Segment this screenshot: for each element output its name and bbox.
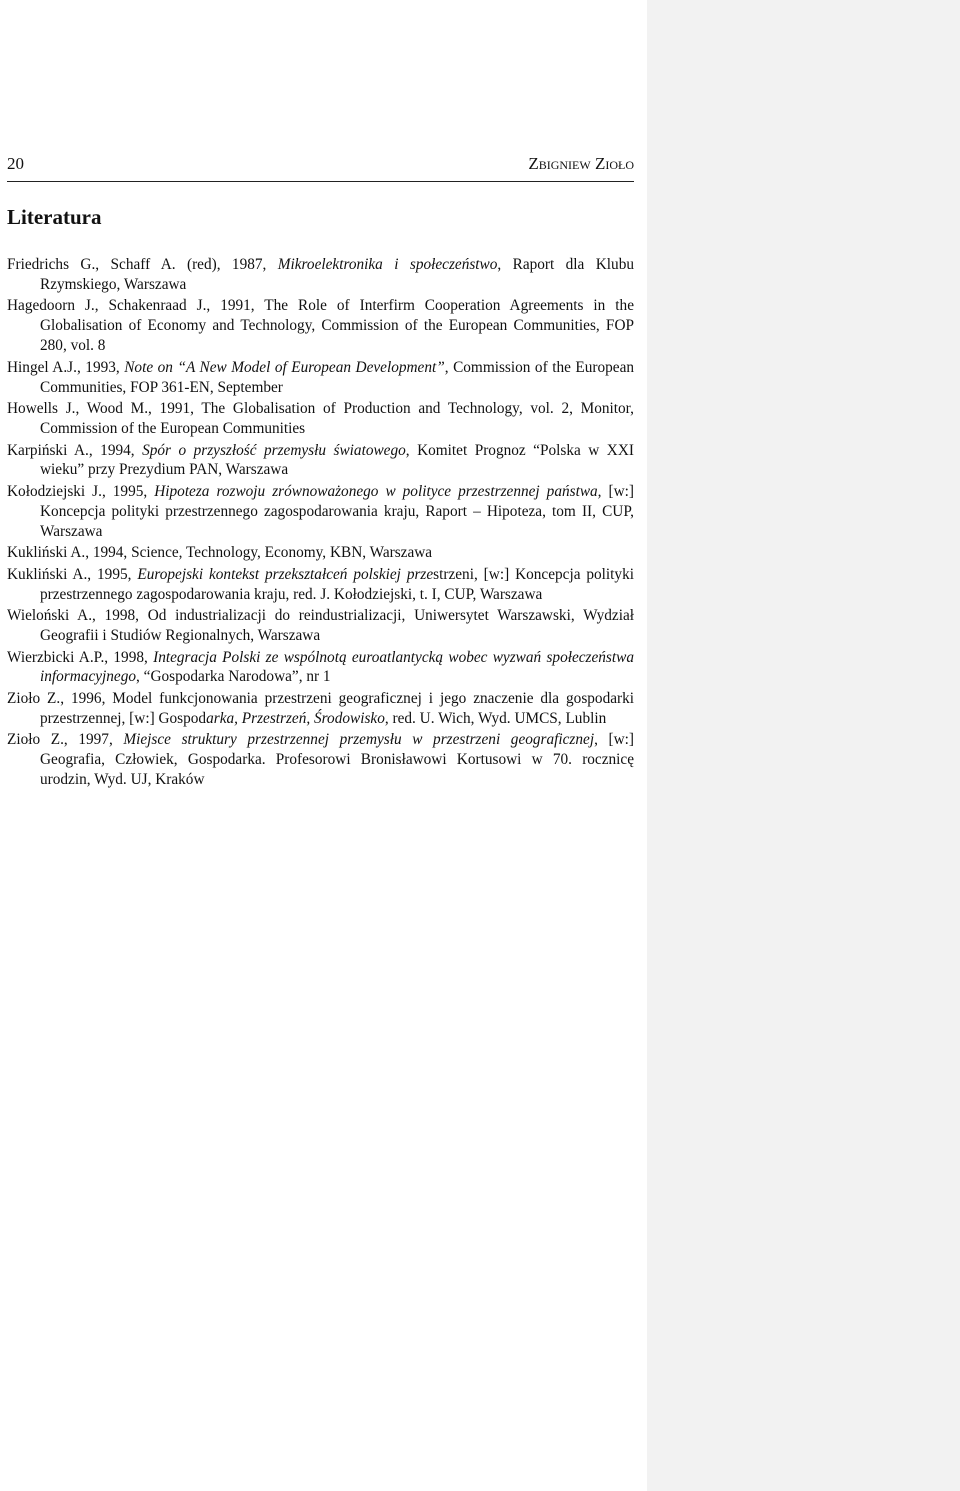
reference-text: , Commission of the European Communities, FOP 361-EN, September (40, 358, 635, 396)
reference-title: Integracja Polski ze wspólnotą euroatlantycką wobec wyzwań społeczeństwa informacyjnego (40, 648, 634, 686)
reference-item (7, 255, 634, 295)
reference-title: Europejski kontekst przekształceń polskiej prze (137, 565, 434, 583)
reference-text: , “Gospodarka Narodowa”, nr 1 (136, 668, 331, 686)
reference-item (7, 482, 634, 542)
reference-item (7, 689, 634, 729)
reference-text: , red. U. Wich, Wyd. UMCS, Lublin (384, 709, 607, 727)
reference-text: Friedrichs G., Schaff A. (red), 1987, (7, 256, 278, 273)
reference-title: Mikroelektronika i społeczeństwo (277, 256, 498, 273)
section-title: Literatura (7, 205, 102, 229)
reference-item (7, 606, 634, 646)
reference-text: Wieloński A., 1998, Od industrializacji do reindustrializacji, Uniwersytet Warszawski, Wydział Geografii i Studiów Regionalnych, Warszawa (7, 607, 634, 645)
reference-item (7, 441, 634, 481)
reference-text: Zioło Z., 1997, (7, 731, 124, 749)
reference-text: Wierzbicki A.P., 1998, (7, 648, 154, 666)
reference-item (7, 543, 634, 563)
reference-list (7, 255, 634, 792)
reference-text: Howells J., Wood M., 1991, The Globalisation of Production and Technology, vol. 2, Monitor, Commission of the European Communities (7, 400, 634, 438)
running-head (7, 154, 634, 180)
reference-title: Note on “A New Model of European Development” (124, 358, 445, 376)
page-number: 20 (7, 154, 24, 173)
side-panel (647, 0, 960, 1491)
reference-text: , Komitet Prognoz “Polska w XXI wieku” przy Prezydium PAN, Warszawa (40, 441, 634, 479)
running-head-author: Zbigniew Zioło (528, 154, 634, 173)
reference-title: Miejsce struktury przestrzennej przemysłu w przestrzeni geograficznej (123, 731, 595, 749)
reference-text: strzeni, [w:] Koncepcja polityki przestrzennego zagospodarowania kraju, red. J. Kołodziejski, t. I, CUP, Warszawa (40, 565, 634, 603)
reference-text: , Raport dla Klubu Rzymskiego, Warszawa (40, 256, 634, 293)
reference-item (7, 358, 634, 398)
reference-item (7, 399, 634, 439)
reference-item (7, 648, 634, 688)
reference-text: Hagedoorn J., Schakenraad J., 1991, The Role of Interfirm Cooperation Agreements in the Globalisation of Economy and Technology, Commission of the European Communities, FOP 280, vol. 8 (7, 297, 634, 355)
reference-text: Kukliński A., 1994, Science, Technology, Economy, KBN, Warszawa (7, 544, 433, 562)
reference-text: Hingel A.J., 1993, (7, 358, 125, 376)
reference-item (7, 296, 634, 356)
reference-text: , [w:] Geografia, Człowiek, Gospodarka. Profesorowi Bronisławowi Kortusowi w 70. rocznicę urodzin, Wyd. UJ, Kraków (40, 731, 634, 789)
reference-text: Karpiński A., 1994, (7, 441, 143, 459)
reference-title: Spór o przyszłość przemysłu światowego (142, 441, 406, 459)
reference-text: Kołodziejski J., 1995, (7, 482, 155, 500)
reference-title: arka, Przestrzeń, Środowisko (206, 709, 385, 727)
reference-text: Zioło Z., 1996, Model funkcjonowania przestrzeni geograficznej i jego znaczenie dla gospodarki przestrzennej, [w:] Gospod (7, 689, 634, 727)
reference-item (7, 730, 634, 790)
header-rule (7, 181, 634, 182)
reference-text: Kukliński A., 1995, (7, 565, 138, 583)
reference-title: Hipoteza rozwoju zrównoważonego w polityce przestrzennej państwa, (154, 482, 602, 500)
reference-item (7, 565, 634, 605)
reference-text: [w:] Koncepcja polityki przestrzennego zagospodarowania kraju, Raport – Hipoteza, tom II, CUP, Warszawa (40, 482, 634, 540)
